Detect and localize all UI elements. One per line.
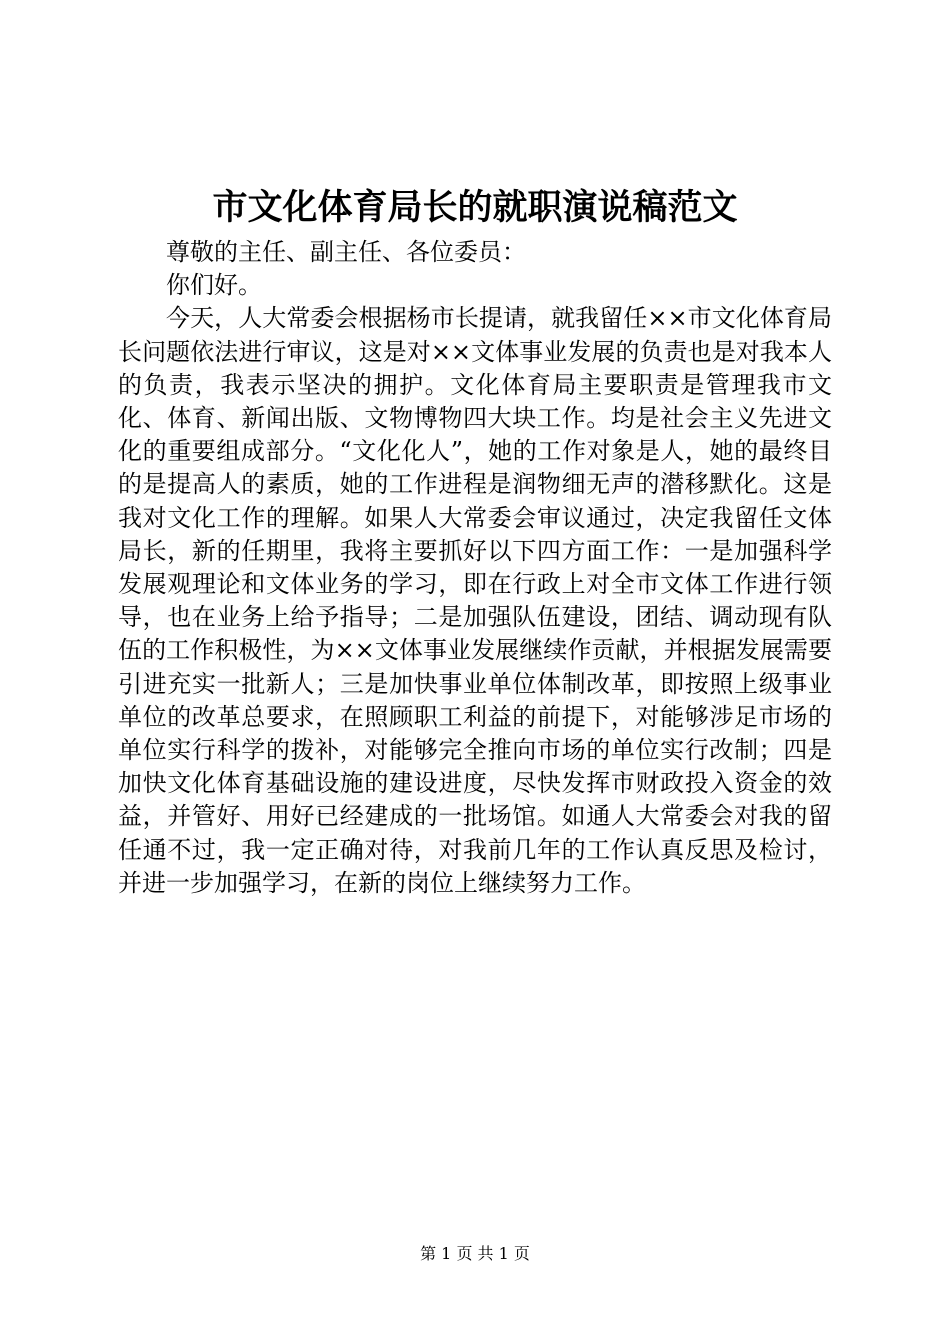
main-paragraph: 今天，人大常委会根据杨市长提请，就我留任××市文化体育局长问题依法进行审议，这是对××文体事业发展的负责也是对我本人的负责，我表示坚决的拥护。文化体育局主要职责是管理我市文化、体育、新闻出版、文物博物四大块工作。均是社会主义先进文化的重要组成部分。“文化化人”，她的工作对象是人，她的最终目的是提高人的素质，她的工作进程是润物细无声的潜移默化。这是我对文化工作的理解。如果人大常委会审议通过，决定我留任文体局长，新的任期里，我将主要抓好以下四方面工作：一是加强科学发展观理论和文体业务的学习，即在行政上对全市文体工作进行领导，也在业务上给予指导；二是加强队伍建设，团结、调动现有队伍的工作积极性，为××文体事业发展继续作贡献，并根据发展需要引进充实一批新人；三是加快事业单位体制改革，即按照上级事业单位的改革总要求，在照顾职工利益的前提下，对能够涉足市场的单位实行科学的拨补，对能够完全推向市场的单位实行改制；四是加快文化体育基础设施的建设进度，尽快发挥市财政投入资金的效益，并管好、用好已经建成的一批场馆。如通人大常委会对我的留任通不过，我一定正确对待，对我前几年的工作认真反思及检讨，并进一步加强学习，在新的岗位上继续努力工作。 [118,304,832,897]
greeting-line: 你们好。 [166,271,262,300]
document-body [118,236,832,900]
salutation-line: 尊敬的主任、副主任、各位委员： [166,238,526,266]
page-footer: 第 1 页 共 1 页 [420,1244,530,1263]
document-title: 市文化体育局长的就职演说稿范文 [212,187,738,228]
